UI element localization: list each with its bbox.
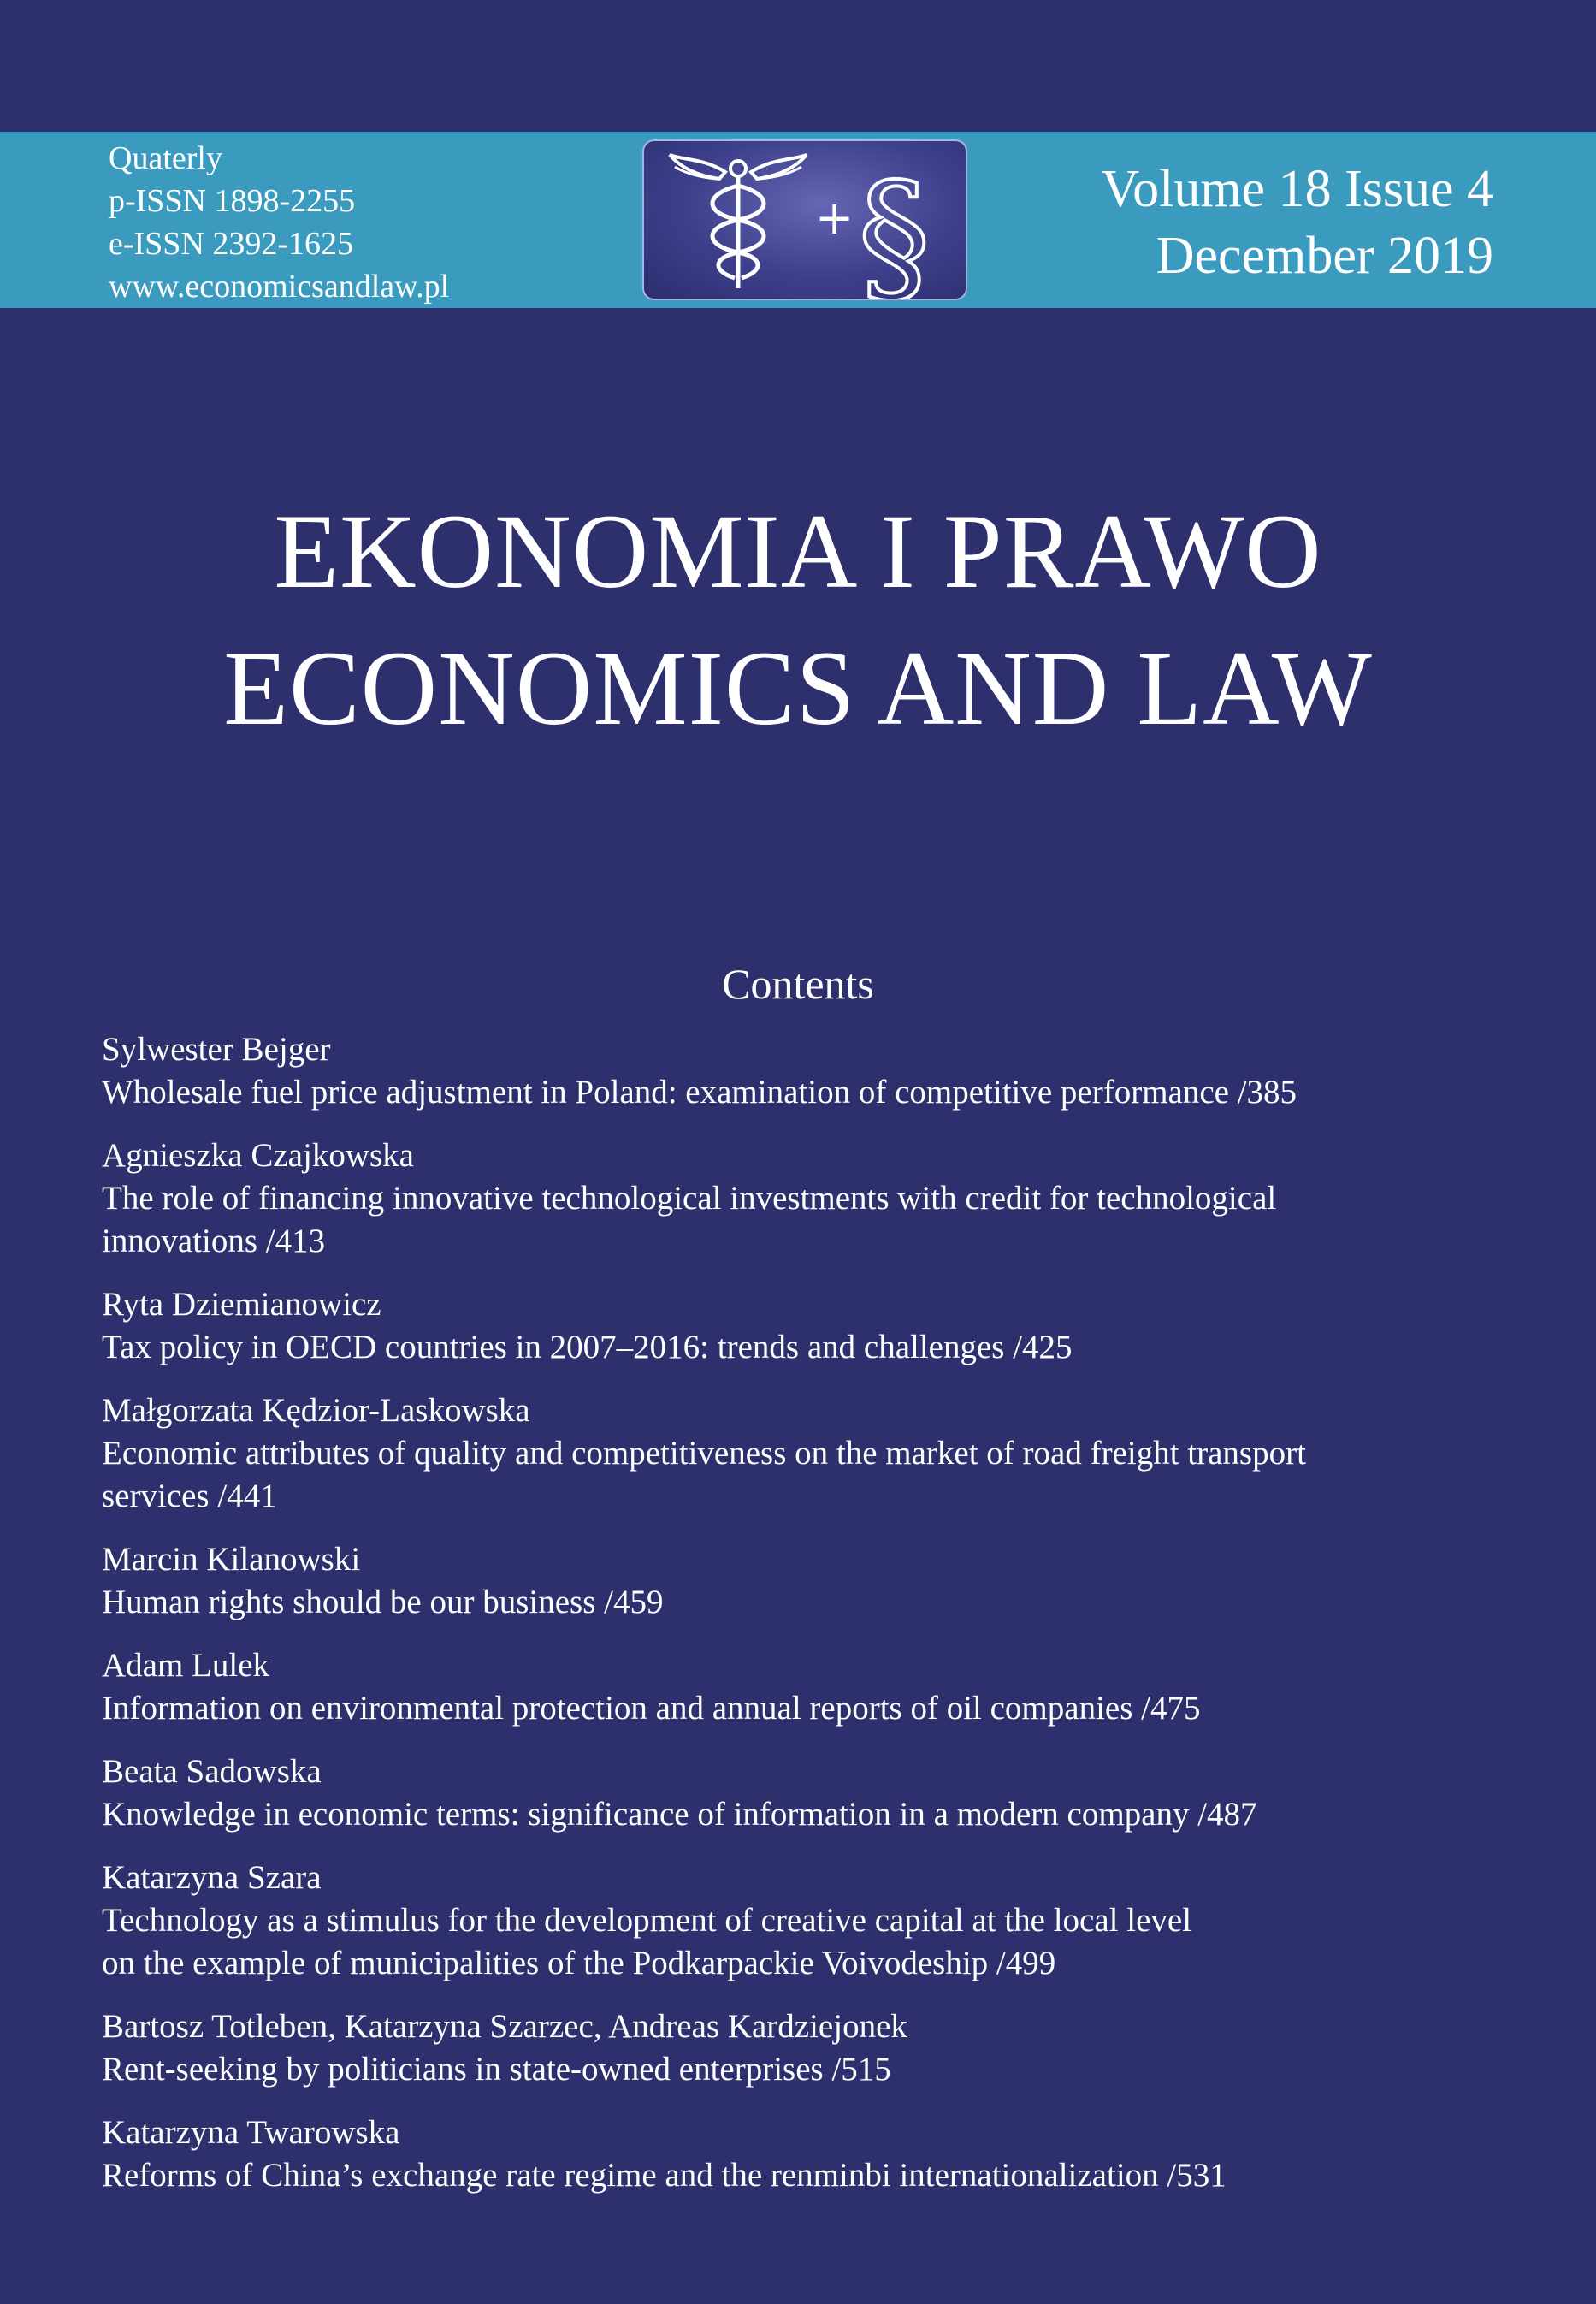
frequency-label: Quaterly	[109, 140, 222, 176]
toc-article-title-continued: on the example of municipalities of the Podkarpackie Voivodeship /499	[102, 1945, 1056, 1981]
toc-entry	[102, 1644, 1504, 1730]
toc-author: Adam Lulek	[102, 1647, 270, 1684]
toc-author: Bartosz Totleben, Katarzyna Szarzec, Andreas Kardziejonek	[102, 2008, 907, 2045]
toc-article-title: Information on environmental protection and annual reports of oil companies /475	[102, 1690, 1201, 1727]
toc-entry	[102, 1134, 1504, 1263]
journal-title-polish: EKONOMIA I PRAWO	[274, 493, 1322, 610]
toc-entry	[102, 1857, 1504, 1985]
toc-entry	[102, 2112, 1504, 2197]
header-band	[0, 132, 1596, 308]
toc-article-title: Knowledge in economic terms: significance of information in a modern company /487	[102, 1796, 1257, 1833]
toc-author: Katarzyna Twarowska	[102, 2114, 400, 2151]
caduceus-section-logo-icon	[644, 141, 967, 300]
toc-entry	[102, 2005, 1504, 2091]
toc-article-title: Technology as a stimulus for the development of creative capital at the local level	[102, 1902, 1192, 1939]
contents-heading: Contents	[722, 960, 874, 1008]
toc-author: Małgorzata Kędzior-Laskowska	[102, 1392, 530, 1429]
logo-plus: +	[815, 191, 854, 245]
volume-issue-label: Volume 18 Issue 4	[1101, 160, 1493, 218]
toc-article-title-continued: services /441	[102, 1478, 277, 1514]
journal-title	[0, 483, 1596, 757]
toc-article-title: Wholesale fuel price adjustment in Poland: examination of competitive performance /385	[102, 1074, 1297, 1111]
toc-article-title: Rent-seeking by politicians in state-owned enterprises /515	[102, 2051, 891, 2088]
toc-article-title: Human rights should be our business /459	[102, 1584, 664, 1620]
toc-article-title-continued: innovations /413	[102, 1223, 326, 1259]
website-label: www.economicsandlaw.pl	[109, 269, 450, 305]
toc-article-title: Tax policy in OECD countries in 2007–2016: trends and challenges /425	[102, 1329, 1073, 1365]
toc-author: Sylwester Bejger	[102, 1031, 331, 1068]
logo-section-sign: §	[858, 152, 931, 302]
issue-info	[1101, 156, 1493, 289]
table-of-contents	[102, 1028, 1504, 2218]
e-issn-label: e-ISSN 2392-1625	[109, 226, 354, 262]
toc-entry	[102, 1750, 1504, 1836]
toc-entry	[102, 1538, 1504, 1624]
journal-logo	[642, 139, 967, 300]
toc-entry	[102, 1389, 1504, 1518]
journal-info	[109, 137, 449, 308]
toc-author: Beata Sadowska	[102, 1753, 322, 1790]
toc-author: Katarzyna Szara	[102, 1859, 322, 1896]
journal-title-english: ECONOMICS AND LAW	[223, 630, 1373, 747]
toc-entry	[102, 1028, 1504, 1114]
p-issn-label: p-ISSN 1898-2255	[109, 183, 356, 219]
toc-article-title: The role of financing innovative technological investments with credit for technological	[102, 1180, 1277, 1217]
issue-date-label: December 2019	[1156, 227, 1493, 285]
toc-author: Ryta Dziemianowicz	[102, 1286, 381, 1323]
toc-author: Agnieszka Czajkowska	[102, 1137, 414, 1174]
toc-author: Marcin Kilanowski	[102, 1541, 361, 1578]
toc-article-title: Economic attributes of quality and competitiveness on the market of road freight transport	[102, 1435, 1306, 1472]
toc-article-title: Reforms of China’s exchange rate regime and the renminbi internationalization /531	[102, 2157, 1227, 2194]
toc-entry	[102, 1283, 1504, 1369]
